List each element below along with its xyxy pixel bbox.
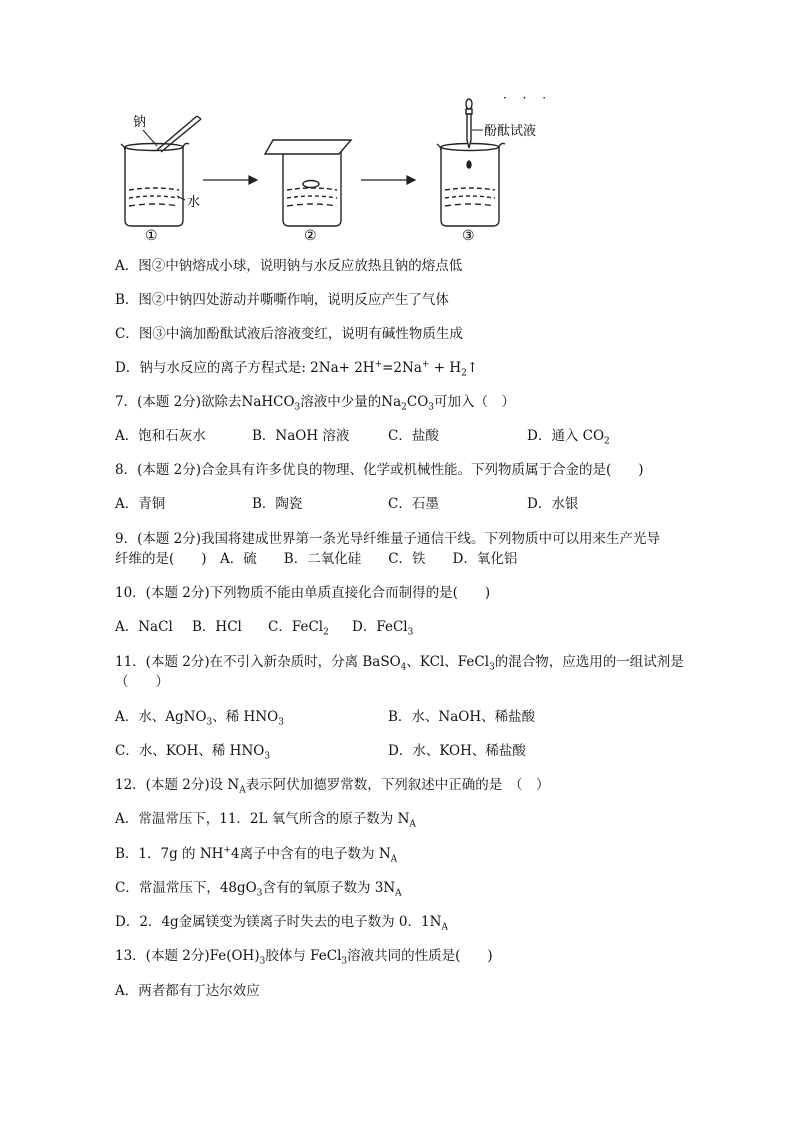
arrow-2 [361,176,415,184]
q7-option-d: D．通入 $CO_2$ [527,428,610,447]
indicator-label: 酚酞试液 [484,124,537,139]
sodium-water-experiment-figure [115,92,555,242]
q11-option-b: B．水、NaOH、稀盐酸 [388,709,536,725]
q10-stem: 10．(本题 2分)下列物质不能由单质直接化合而制得的是( ) [115,585,491,601]
q12-option-b: B．1．7g 的 NH+4离子中含有的电子数为 $N_A$ [115,845,398,865]
q11-stem-line-2: （ ） [115,674,169,690]
q10-option-d: D．FeCl$_3$ [352,619,414,638]
beaker-3 [437,143,505,226]
q6-option-d: D．钠与水反应的离子方程式是: $2Na+ 2H^+=2Na^+ + H_2↑$ [115,359,479,379]
q10-option-a: A．NaCl [115,619,173,635]
water-label: 水 [187,195,201,210]
q7-option-c: C．盐酸 [388,428,439,444]
q11-option-c: C．水、KOH、稀 $HNO_3$ [115,743,271,762]
q7-stem: 7．(本题 2分)欲除去NaHCO$_3$溶液中少量的$Na_2CO_3$可加入（ ） [115,394,516,413]
q9-stem-line-1: 9．(本题 2分)我国将建成世界第一条光导纤维量子通信干线。下列物质中可以用来生产光导 [115,531,661,547]
tweezers [157,116,201,152]
q10-option-c: C．FeCl$_2$ [268,619,329,638]
q8-option-b: B．陶瓷 [252,496,303,512]
q6-option-a: A．图②中钠熔成小球，说明钠与水反应放热且钠的熔点低 [115,258,463,274]
step-3-label: ③ [462,228,475,242]
q12-option-c: C．常温常压下，$48gO_3$含有的氧原子数为 $3N_A$ [115,880,402,899]
q13-option-a: A．两者都有丁达尔效应 [115,983,260,999]
q10-option-b: B．HCl [192,619,242,635]
sodium-label: 钠 [133,115,147,130]
q11-option-d: D．水、KOH、稀盐酸 [388,743,526,759]
q8-option-d: D．水银 [527,496,579,512]
beaker-1 [121,143,189,226]
step-2-label: ② [304,228,317,242]
q6-option-b: B．图②中钠四处游动并嘶嘶作响，说明反应产生了气体 [115,292,449,308]
q7-option-b: B．NaOH 溶液 [252,428,350,444]
dropper [466,99,472,168]
q8-option-c: C．石墨 [388,496,439,512]
dots-label: · · · [503,92,553,105]
q12-option-d: D．2．4g金属镁变为镁离子时失去的电子数为 0．$1N_A$ [115,914,448,933]
q11-option-a: A．水、AgNO$_3$、稀 $HNO_3$ [115,709,284,728]
q7-option-a: A．饱和石灰水 [115,428,206,444]
q13-stem: 13．(本题 2分)$Fe(OH)_3$胶体与 FeCl$_3$溶液共同的性质是( ) [115,948,493,967]
q12-stem: 12．(本题 2分)设 $N_A$表示阿伏加德罗常数，下列叙述中正确的是 （ ） [115,777,550,796]
q6-option-c: C．图③中滴加酚酞试液后溶液变红，说明有碱性物质生成 [115,326,463,342]
beaker-2 [265,140,351,226]
q11-stem-line-1: 11．(本题 2分)在不引入新杂质时，分离 BaSO$_4$、KCl、FeCl$_3$的混合物，应选用的一组试剂是 [115,654,684,673]
q9-stem-line-2: 纤维的是( ) A．硫 B．二氧化硅 C．铁 D．氧化铝 [115,551,518,567]
q8-stem: 8．(本题 2分)合金具有许多优良的物理、化学或机械性能。下列物质属于合金的是( ) [115,462,644,478]
arrow-1 [203,176,257,184]
q12-option-a: A．常温常压下，11．2L 氧气所含的原子数为 $N_A$ [115,811,416,830]
step-1-label: ① [145,228,158,242]
q8-option-a: A．青铜 [115,496,166,512]
